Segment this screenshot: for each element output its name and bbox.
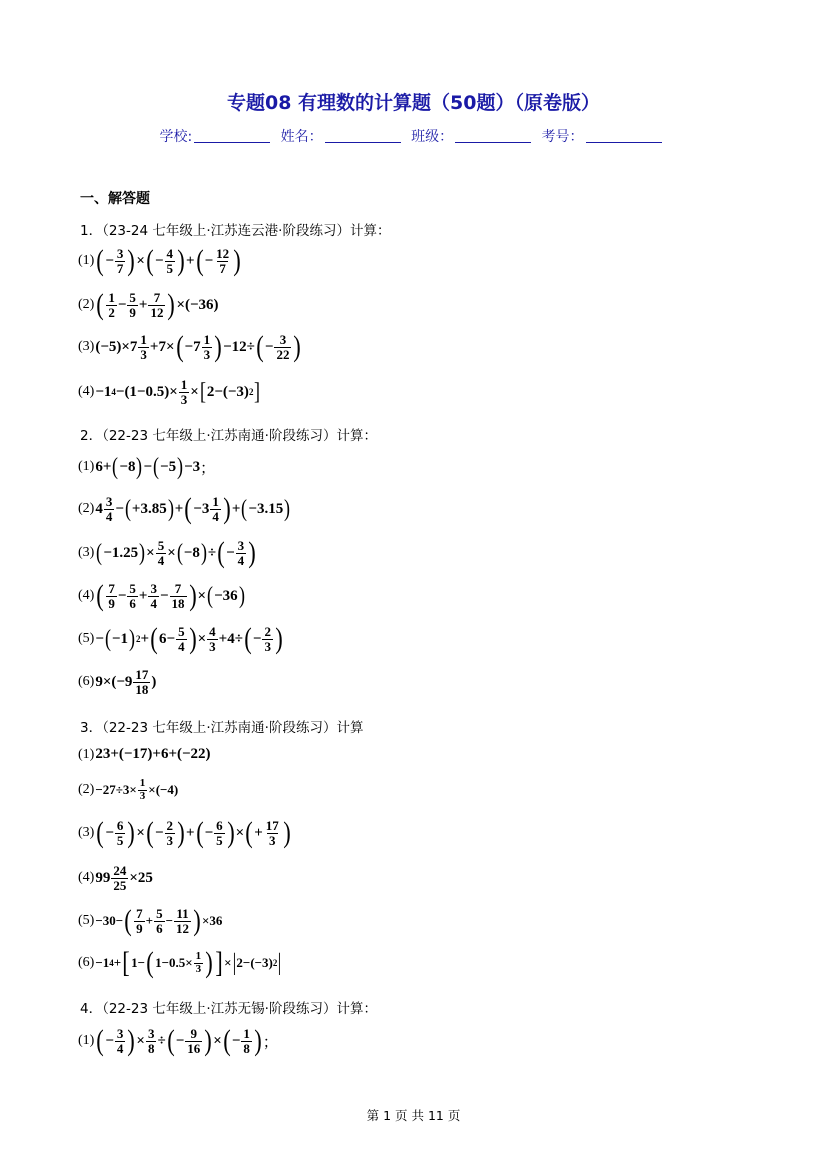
expression: 6+ ( −8 ) − ( −5 ) −3 ； bbox=[95, 454, 216, 480]
part-label: (4) bbox=[78, 870, 95, 886]
expression: ( − 6 5 ) × ( − 2 3 ) + ( − 6 5 ) × ( + 17 3 ) bbox=[96, 816, 291, 849]
question-1-part-4 bbox=[78, 378, 261, 406]
question-2-part-5 bbox=[78, 624, 284, 654]
question-3-part-2 bbox=[78, 778, 178, 802]
question-1-part-3 bbox=[78, 332, 302, 362]
exam-number-label: 考号： bbox=[541, 129, 584, 145]
question-3-part-1 bbox=[78, 746, 211, 763]
expression: ( 7 9 − 5 6 + 3 4 − 7 18 ) × ( −36 ) bbox=[96, 579, 245, 612]
expression: 99 24 25 ×25 bbox=[95, 863, 153, 893]
part-label: (1) bbox=[78, 459, 95, 474]
expression: −1 4 −(1−0.5)× 1 3 × [ 2−(−3) 2 ] bbox=[95, 377, 261, 407]
expression: −1 4 + [ 1− ( 1−0.5× 1 3 ) ] × | 2−(−3) 2 | bbox=[95, 946, 282, 979]
student-info-line bbox=[0, 126, 827, 146]
part-label: (2) bbox=[78, 782, 95, 798]
part-label: (1) bbox=[78, 1033, 95, 1048]
question-2-part-4 bbox=[78, 581, 246, 611]
expression: ( − 3 4 ) × 3 8 ÷ ( − 9 16 ) × ( − 1 8 ) ； bbox=[96, 1024, 278, 1057]
question-1-stem: 1．（23-24 七年级上·江苏连云港·阶段练习）计算： bbox=[80, 223, 391, 239]
part-label: (3) bbox=[78, 545, 95, 560]
section-title: 一、解答题 bbox=[80, 191, 150, 207]
question-1-part-1 bbox=[78, 246, 242, 276]
document-title: 专题08 有理数的计算题（50题）（原卷版） bbox=[227, 92, 600, 114]
part-label: (5) bbox=[78, 913, 95, 928]
part-label: (3) bbox=[78, 339, 95, 354]
part-label: (1) bbox=[78, 746, 95, 762]
part-label: (2) bbox=[78, 501, 95, 516]
expression: − ( −1 ) 2 + ( 6− 5 4 ) × 4 3 +4÷ ( − 2 3 ) bbox=[95, 622, 283, 655]
part-label: (4) bbox=[78, 384, 95, 400]
part-label: (6) bbox=[78, 674, 95, 690]
school-blank bbox=[194, 128, 270, 143]
question-3-stem: 3．（22-23 七年级上·江苏南通·阶段练习）计算 bbox=[80, 720, 364, 736]
question-2-stem: 2．（22-23 七年级上·江苏南通·阶段练习）计算： bbox=[80, 428, 377, 444]
class-blank bbox=[455, 128, 531, 143]
expression: ( − 3 7 ) × ( − 4 5 ) + ( − 12 7 ) bbox=[96, 244, 241, 277]
expression: (−5)×7 1 3 +7× ( −7 1 3 ) −12÷ ( − 3 22 ) bbox=[95, 330, 302, 363]
part-label: (6) bbox=[78, 955, 95, 970]
page-footer: 第 1 页 共 11 页 bbox=[366, 1108, 461, 1123]
part-label: (1) bbox=[78, 253, 95, 268]
expression: 23+(−17)+6+(−22) bbox=[95, 746, 211, 762]
expression: ( −1.25 ) × 5 4 × ( −8 ) ÷ ( − 3 4 ) bbox=[96, 536, 256, 569]
question-2-part-1 bbox=[78, 455, 215, 479]
question-2-part-6 bbox=[78, 668, 156, 696]
expression: 9×(−9 17 18 ) bbox=[95, 667, 157, 697]
question-3-part-4 bbox=[78, 864, 153, 892]
part-label: (3) bbox=[78, 825, 95, 840]
question-4-stem: 4．（22-23 七年级上·江苏无锡·阶段练习）计算： bbox=[80, 1001, 377, 1017]
question-2-part-2 bbox=[78, 494, 291, 524]
part-label: (2) bbox=[78, 297, 95, 312]
part-label: (4) bbox=[78, 588, 95, 603]
question-2-part-3 bbox=[78, 538, 257, 568]
part-label: (5) bbox=[78, 631, 95, 646]
expression: −30− ( 7 9 + 5 6 − 11 12 ) ×36 bbox=[95, 904, 223, 937]
question-3-part-6 bbox=[78, 948, 282, 978]
question-1-part-2 bbox=[78, 290, 219, 320]
question-3-part-5 bbox=[78, 906, 222, 936]
exam-number-blank bbox=[586, 128, 662, 143]
class-label: 班级： bbox=[411, 129, 454, 145]
question-4-part-1 bbox=[78, 1026, 278, 1056]
expression: 4 3 4 − ( +3.85 ) + ( −3 1 4 ) + ( −3.15 ) bbox=[95, 492, 291, 525]
name-label: 姓名： bbox=[280, 129, 323, 145]
school-label: 学校: bbox=[159, 129, 193, 145]
name-blank bbox=[325, 128, 401, 143]
question-3-part-3 bbox=[78, 818, 292, 848]
expression: ( 1 2 − 5 9 + 7 12 ) ×(−36) bbox=[96, 288, 219, 321]
expression: −27÷3× 1 3 ×(−4) bbox=[95, 777, 179, 802]
